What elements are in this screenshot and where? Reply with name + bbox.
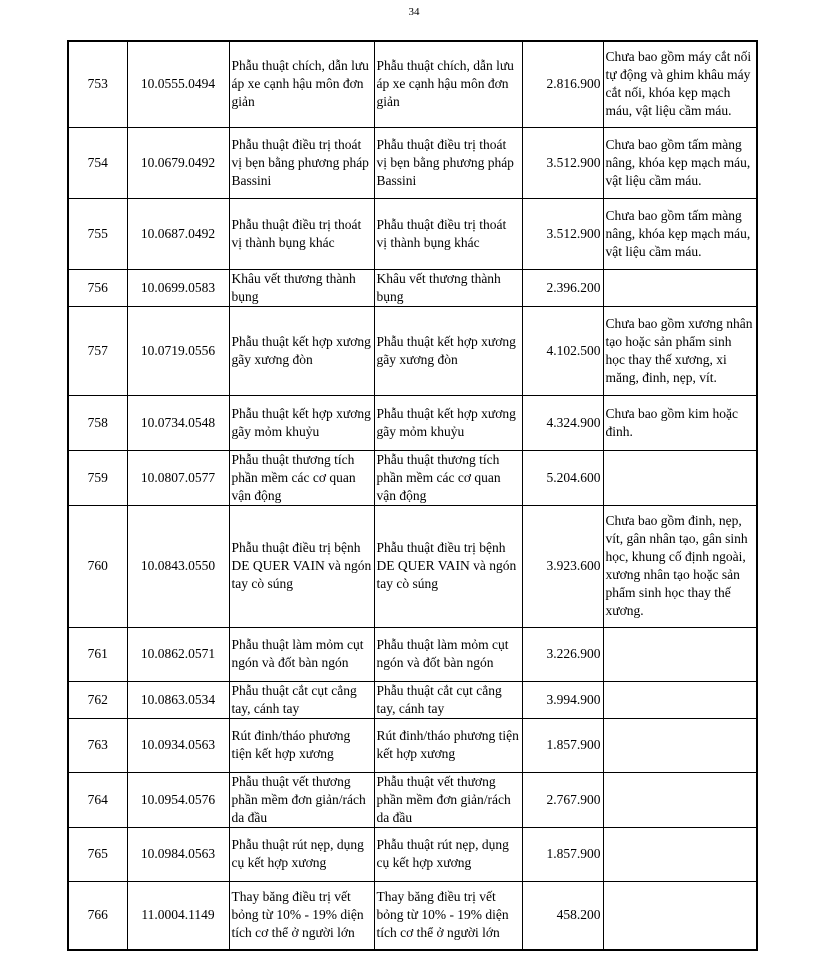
- row-number-cell: 762: [68, 681, 127, 718]
- row-number-cell: 755: [68, 198, 127, 269]
- price-cell: 3.226.900: [522, 627, 603, 681]
- table-row: [68, 718, 757, 772]
- note-cell: [603, 681, 757, 718]
- service-code-cell: 10.0984.0563: [127, 827, 229, 881]
- note-cell: Chưa bao gồm máy cắt nối tự động và ghim khâu máy cắt nối, khóa kẹp mạch máu, vật liệu cầm máu.: [603, 41, 757, 127]
- service-name-alt-cell: Phẫu thuật điều trị bệnh DE QUER VAIN và ngón tay cò súng: [374, 505, 522, 627]
- table-row: [68, 395, 757, 450]
- row-number-cell: 754: [68, 127, 127, 198]
- price-cell: 458.200: [522, 881, 603, 950]
- price-cell: 1.857.900: [522, 718, 603, 772]
- service-name-cell: Phẫu thuật kết hợp xương gãy xương đòn: [229, 306, 374, 395]
- price-cell: 1.857.900: [522, 827, 603, 881]
- row-number-cell: 756: [68, 269, 127, 306]
- note-cell: [603, 881, 757, 950]
- service-name-cell: Thay băng điều trị vết bỏng từ 10% - 19% diện tích cơ thể ở người lớn: [229, 881, 374, 950]
- table-row: [68, 127, 757, 198]
- service-name-alt-cell: Phẫu thuật điều trị thoát vị thành bụng khác: [374, 198, 522, 269]
- service-name-cell: Phẫu thuật cắt cụt cẳng tay, cánh tay: [229, 681, 374, 718]
- note-cell: [603, 627, 757, 681]
- service-code-cell: 11.0004.1149: [127, 881, 229, 950]
- service-name-alt-cell: Rút đinh/tháo phương tiện kết hợp xương: [374, 718, 522, 772]
- table-row: [68, 450, 757, 505]
- service-code-cell: 10.0807.0577: [127, 450, 229, 505]
- note-cell: Chưa bao gồm kim hoặc đinh.: [603, 395, 757, 450]
- service-code-cell: 10.0934.0563: [127, 718, 229, 772]
- table-row: [68, 827, 757, 881]
- service-name-cell: Phẫu thuật kết hợp xương gãy mỏm khuỷu: [229, 395, 374, 450]
- row-number-cell: 761: [68, 627, 127, 681]
- note-cell: [603, 827, 757, 881]
- service-name-cell: Phẫu thuật vết thương phần mềm đơn giản/rách da đầu: [229, 772, 374, 827]
- row-number-cell: 758: [68, 395, 127, 450]
- row-number-cell: 765: [68, 827, 127, 881]
- service-code-cell: 10.0687.0492: [127, 198, 229, 269]
- note-cell: Chưa bao gồm đinh, nẹp, vít, gân nhân tạo, gân sinh học, khung cố định ngoài, xương nhân tạo hoặc sản phẩm sinh học thay thế xương.: [603, 505, 757, 627]
- service-code-cell: 10.0863.0534: [127, 681, 229, 718]
- row-number-cell: 766: [68, 881, 127, 950]
- row-number-cell: 760: [68, 505, 127, 627]
- table-row: [68, 41, 757, 127]
- table-row: [68, 269, 757, 306]
- service-name-alt-cell: Thay băng điều trị vết bỏng từ 10% - 19% diện tích cơ thể ở người lớn: [374, 881, 522, 950]
- price-cell: 3.994.900: [522, 681, 603, 718]
- service-name-cell: Phẫu thuật điều trị thoát vị bẹn bằng phương pháp Bassini: [229, 127, 374, 198]
- note-cell: Chưa bao gồm tấm màng nâng, khóa kẹp mạch máu, vật liệu cầm máu.: [603, 127, 757, 198]
- service-name-cell: Phẫu thuật điều trị thoát vị thành bụng khác: [229, 198, 374, 269]
- table-body: [68, 41, 757, 950]
- price-cell: 3.512.900: [522, 127, 603, 198]
- service-name-cell: Khâu vết thương thành bụng: [229, 269, 374, 306]
- row-number-cell: 759: [68, 450, 127, 505]
- service-code-cell: 10.0734.0548: [127, 395, 229, 450]
- note-cell: [603, 269, 757, 306]
- service-code-cell: 10.0843.0550: [127, 505, 229, 627]
- price-cell: 2.816.900: [522, 41, 603, 127]
- service-code-cell: 10.0699.0583: [127, 269, 229, 306]
- price-cell: 2.767.900: [522, 772, 603, 827]
- price-cell: 3.923.600: [522, 505, 603, 627]
- service-name-alt-cell: Phẫu thuật cắt cụt cẳng tay, cánh tay: [374, 681, 522, 718]
- service-name-alt-cell: Phẫu thuật làm mỏm cụt ngón và đốt bàn ngón: [374, 627, 522, 681]
- service-name-alt-cell: Phẫu thuật điều trị thoát vị bẹn bằng phương pháp Bassini: [374, 127, 522, 198]
- service-code-cell: 10.0954.0576: [127, 772, 229, 827]
- note-cell: Chưa bao gồm tấm màng nâng, khóa kẹp mạch máu, vật liệu cầm máu.: [603, 198, 757, 269]
- service-code-cell: 10.0555.0494: [127, 41, 229, 127]
- row-number-cell: 763: [68, 718, 127, 772]
- service-name-alt-cell: Phẫu thuật kết hợp xương gãy xương đòn: [374, 306, 522, 395]
- service-code-cell: 10.0862.0571: [127, 627, 229, 681]
- table-row: [68, 881, 757, 950]
- price-cell: 2.396.200: [522, 269, 603, 306]
- service-name-alt-cell: Phẫu thuật chích, dẫn lưu áp xe cạnh hậu môn đơn giản: [374, 41, 522, 127]
- note-cell: Chưa bao gồm xương nhân tạo hoặc sản phẩm sinh học thay thế xương, xi măng, đinh, nẹp, vít.: [603, 306, 757, 395]
- row-number-cell: 753: [68, 41, 127, 127]
- note-cell: [603, 772, 757, 827]
- service-name-alt-cell: Phẫu thuật kết hợp xương gãy mỏm khuỷu: [374, 395, 522, 450]
- service-name-cell: Rút đinh/tháo phương tiện kết hợp xương: [229, 718, 374, 772]
- price-cell: 4.324.900: [522, 395, 603, 450]
- price-table: [67, 40, 758, 951]
- page-number: 34: [408, 6, 420, 18]
- service-name-cell: Phẫu thuật thương tích phần mềm các cơ quan vận động: [229, 450, 374, 505]
- service-name-cell: Phẫu thuật điều trị bệnh DE QUER VAIN và ngón tay cò súng: [229, 505, 374, 627]
- table-row: [68, 772, 757, 827]
- note-cell: [603, 450, 757, 505]
- table-row: [68, 198, 757, 269]
- service-name-cell: Phẫu thuật làm mỏm cụt ngón và đốt bàn ngón: [229, 627, 374, 681]
- price-cell: 3.512.900: [522, 198, 603, 269]
- service-name-alt-cell: Phẫu thuật vết thương phần mềm đơn giản/rách da đầu: [374, 772, 522, 827]
- table-row: [68, 681, 757, 718]
- service-code-cell: 10.0679.0492: [127, 127, 229, 198]
- service-name-alt-cell: Khâu vết thương thành bụng: [374, 269, 522, 306]
- service-name-cell: Phẫu thuật chích, dẫn lưu áp xe cạnh hậu môn đơn giản: [229, 41, 374, 127]
- service-code-cell: 10.0719.0556: [127, 306, 229, 395]
- service-name-alt-cell: Phẫu thuật thương tích phần mềm các cơ quan vận động: [374, 450, 522, 505]
- table-row: [68, 306, 757, 395]
- price-cell: 4.102.500: [522, 306, 603, 395]
- table-row: [68, 505, 757, 627]
- service-name-cell: Phẫu thuật rút nẹp, dụng cụ kết hợp xương: [229, 827, 374, 881]
- row-number-cell: 757: [68, 306, 127, 395]
- price-cell: 5.204.600: [522, 450, 603, 505]
- row-number-cell: 764: [68, 772, 127, 827]
- service-name-alt-cell: Phẫu thuật rút nẹp, dụng cụ kết hợp xương: [374, 827, 522, 881]
- table-row: [68, 627, 757, 681]
- note-cell: [603, 718, 757, 772]
